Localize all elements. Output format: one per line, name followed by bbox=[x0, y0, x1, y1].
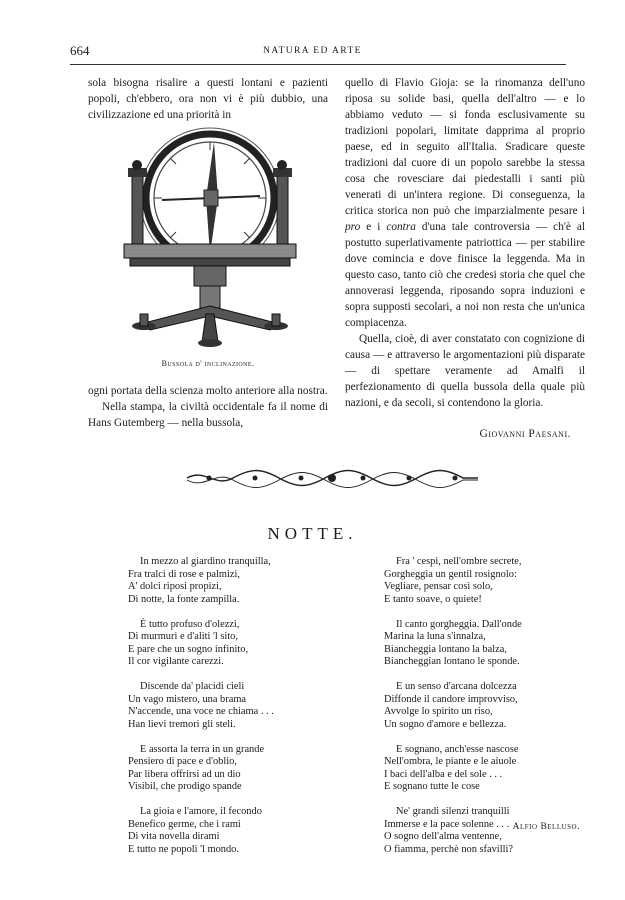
poem-line: Benefico germe, che i rami bbox=[128, 818, 241, 830]
poem-line: Fra tralci di rose e palmizi, bbox=[128, 568, 240, 580]
poem-line: E assorta la terra in un grande bbox=[140, 743, 265, 755]
poem-stanza bbox=[384, 744, 522, 794]
right-column-text bbox=[345, 75, 585, 411]
poem-line: Di notte, la fonte zampilla. bbox=[128, 593, 240, 605]
poem-line: Fra ' cespi, nell'ombre secrete, bbox=[396, 556, 522, 567]
poem-stanza bbox=[128, 744, 274, 794]
poem-line: Discende da' placidi cieli bbox=[140, 681, 245, 693]
italic-term: pro bbox=[345, 221, 361, 233]
poem-stanza bbox=[384, 619, 522, 669]
poem-line: I baci dell'alba e del sole . . . bbox=[384, 768, 503, 780]
poem-line: È tutto profuso d'olezzi, bbox=[140, 618, 240, 630]
poem-line: N'accende, una voce ne chiama . . . bbox=[128, 706, 274, 718]
left-column-top-text bbox=[88, 75, 328, 123]
poem-stanza bbox=[384, 556, 522, 606]
poem-line: E tutto ne popoli 'l mondo. bbox=[128, 844, 239, 856]
poem-line: Ne' grandi silenzi tranquilli bbox=[396, 806, 510, 818]
inclination-compass-illustration bbox=[110, 120, 310, 352]
poem-line: Par libera offrirsi ad un dio bbox=[128, 768, 241, 780]
poem-line: Marina la luna s'innalza, bbox=[384, 631, 486, 643]
poem-line: O sogno dell'alma ventenne, bbox=[384, 831, 502, 843]
poem-line: Han lievi tremori gli steli. bbox=[128, 718, 236, 730]
poem-line: Visibil, che prodigo spande bbox=[128, 781, 242, 793]
page-number: 664 bbox=[70, 43, 90, 58]
figure-caption: Bussola d' inclinazione. bbox=[161, 359, 255, 368]
poem-stanza bbox=[128, 556, 274, 606]
paragraph bbox=[345, 75, 585, 331]
poem-stanza bbox=[384, 681, 522, 731]
poem-line: Pensiero di pace e d'oblio, bbox=[128, 756, 237, 768]
poem-line: Nell'ombra, le piante e le aiuole bbox=[384, 756, 517, 768]
poem-line: In mezzo al giardino tranquilla, bbox=[140, 556, 271, 567]
article-author: Giovanni Paesani. bbox=[479, 428, 571, 440]
poem-line: Di vita novella dirami bbox=[128, 831, 220, 843]
header-rule bbox=[70, 64, 566, 65]
poem-line: E sognano tutte le cose bbox=[384, 781, 480, 793]
text-run: d'una tale controversia — ch'è al postutto superlativamente patriottica — per stabilire dove comincia e dove finisce la leggenda. Ma in questo caso, tanto ciò che credesi storia che quel che annoverasi leggenda, riposando sopra induzioni e sopra supposti secolari, a noi non resta che un'unica compiacenza. bbox=[345, 221, 586, 329]
poem-title: NOTTE. bbox=[267, 524, 358, 543]
poem-line: Avvolge lo spirito un riso, bbox=[384, 706, 493, 718]
poem-line: E tanto soave, o quiete! bbox=[384, 593, 482, 605]
poem-line: Un sogno d'amore e bellezza. bbox=[384, 718, 507, 730]
poem-line: E un senso d'arcana dolcezza bbox=[396, 681, 517, 693]
paragraph: ogni portata della scienza molto anteriore alla nostra. bbox=[88, 385, 328, 397]
text-run: quello di Flavio Gioja: se la rinomanza dell'uno riposa su solide basi, quella dell'altro — e lo abbiamo veduto — si fonda esclusivamente su tradizioni popolari, limitate dapprima al proprio paese, ed in seguito all'Italia. Sradicare queste tradizioni dal cuore di un popolo sarebbe la stessa cosa che rovesciare dai piedestalli i santi più venerati di un'intera regione. Di conseguenza, la critica storica non può che imparzialmente pesare i bbox=[345, 77, 585, 217]
poem-author: Alfio Belluso. bbox=[512, 822, 580, 832]
italic-term: contra bbox=[386, 221, 416, 233]
poem-line: Di murmuri e d'aliti 'l sito, bbox=[128, 631, 238, 643]
poem-line: Biancheggia lontano la balza, bbox=[384, 643, 507, 655]
poem-line: E sognano, anch'esse nascose bbox=[396, 743, 519, 755]
left-column-bottom-text bbox=[88, 383, 328, 431]
poem-line: Un vago mistero, una brama bbox=[128, 693, 247, 705]
poem-line: Biancheggian lontano le sponde. bbox=[384, 656, 520, 668]
poem-line: Il canto gorgheggia. Dall'onde bbox=[396, 618, 522, 630]
poem-line: O fiamma, perchè non sfavilli? bbox=[384, 844, 513, 856]
poem-line: Gorgheggia un gentil rosignolo: bbox=[384, 568, 517, 580]
paragraph: Quella, cioè, di aver constatato con cognizione di causa — e attraverso le argomentazioni più disparate — di spettare veramente ad Amalfi il perfezionamento di quella bussola della quale più nazioni, e da secoli, si contendono la gloria. bbox=[345, 333, 585, 409]
paragraph: Nella stampa, la civiltà occidentale fa il nome di Hans Gutemberg — nella bussola, bbox=[88, 401, 328, 429]
decorative-ornament bbox=[185, 466, 480, 490]
poem-stanza bbox=[128, 806, 274, 856]
poem-stanza bbox=[128, 681, 274, 731]
running-title: NATURA ED ARTE bbox=[263, 46, 362, 56]
poem-line: Il cor vigilante carezzi. bbox=[128, 656, 224, 668]
text-run: e i bbox=[366, 221, 381, 233]
poem-line: E pare che un sogno infinito, bbox=[128, 643, 249, 655]
poem-line: Diffonde il candore improvviso, bbox=[384, 693, 518, 705]
poem-line: Vegliare, pensar così solo, bbox=[384, 581, 493, 593]
poem-line: Immerse e la pace solenne . . . bbox=[384, 818, 510, 830]
poem-stanza bbox=[128, 619, 274, 669]
poem-line: La gioia e l'amore, il fecondo bbox=[140, 806, 262, 818]
poem-line: A' dolci riposi propizi, bbox=[128, 581, 222, 593]
poem-left-column bbox=[128, 556, 274, 869]
paragraph: sola bisogna risalire a questi lontani e pazienti popoli, ch'ebbero, ora non vi è più dubbio, una civilizzazione ed una priorità in bbox=[88, 77, 328, 121]
